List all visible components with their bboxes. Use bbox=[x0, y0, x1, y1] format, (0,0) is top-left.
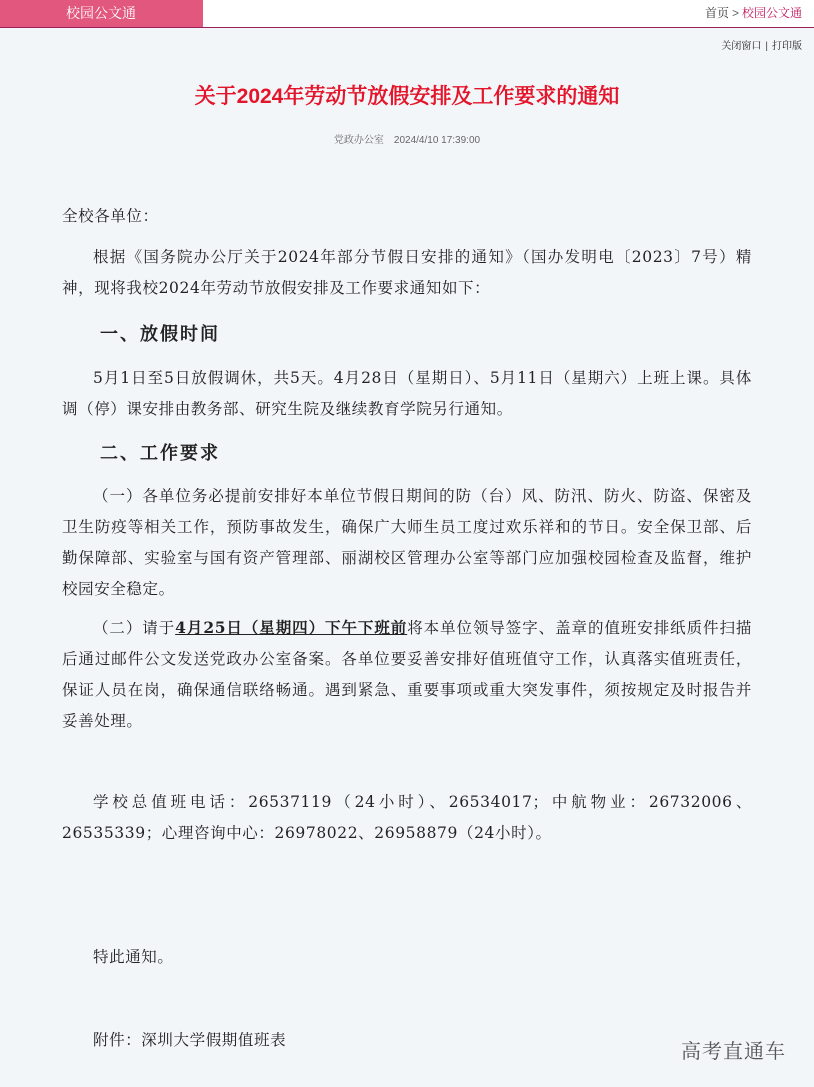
notice-meta bbox=[0, 131, 814, 146]
top-bar bbox=[0, 0, 814, 28]
breadcrumb bbox=[705, 0, 802, 27]
hotline-paragraph: 学校总值班电话：26537119（24小时）、26534017；中航物业：26732006、26535339；心理咨询中心：26978022、26958879（24小时）。 bbox=[62, 793, 752, 842]
page-toolbar bbox=[721, 37, 802, 52]
publish-datetime: 2024/4/10 17:39:00 bbox=[393, 135, 481, 146]
item2-prefix: （二）请于 bbox=[93, 619, 176, 637]
requirement-item-1: （一）各单位务必提前安排好本单位节假日期间的防（台）风、防汛、防火、防盗、保密及卫生防疫等相关工作，预防事故发生，确保广大师生员工度过欢乐祥和的节日。安全保卫部、后勤保障部、实验室与国有资产管理部、丽湖校区管理办公室等部门应加强校园检查及监督，维护校园安全稳定。 bbox=[62, 487, 752, 598]
attachment-line[interactable]: 附件：深圳大学假期值班表 bbox=[93, 1031, 287, 1049]
item2-deadline: 4月25日（星期四）下午下班前 bbox=[175, 618, 408, 637]
requirement-item-2 bbox=[62, 612, 752, 737]
breadcrumb-separator: > bbox=[731, 6, 739, 20]
closing-line: 特此通知。 bbox=[93, 948, 174, 966]
breadcrumb-home-link[interactable]: 首页 bbox=[704, 6, 729, 20]
close-window-link[interactable]: 关闭窗口 bbox=[721, 41, 762, 52]
breadcrumb-current-link[interactable]: 校园公文通 bbox=[741, 6, 802, 20]
brand-tab[interactable]: 校园公文通 bbox=[0, 0, 203, 27]
section1-paragraph: 5月1日至5日放假调休，共5天。4月28日（星期日）、5月11日（星期六）上班上课。具体调（停）课安排由教务部、研究生院及继续教育学院另行通知。 bbox=[62, 369, 752, 418]
section2-heading: 二、工作要求 bbox=[100, 443, 220, 464]
item2-suffix: 将本单位领导签字、盖章的值班安排纸质件扫描后通过邮件公文发送党政办公室备案。各单位要妥善安排好值班值守工作，认真落实值班责任，保证人员在岗，确保通信联络畅通。遇到紧急、重要事项或重大突发事件，须按规定及时报告并妥善处理。 bbox=[62, 619, 752, 730]
watermark-text: 高考直通车 bbox=[681, 1041, 786, 1063]
print-version-link[interactable]: 打印版 bbox=[772, 41, 802, 52]
page-title: 关于2024年劳动节放假安排及工作要求的通知 bbox=[194, 85, 620, 108]
section1-heading: 一、放假时间 bbox=[100, 324, 220, 345]
salutation: 全校各单位： bbox=[62, 207, 159, 225]
author-label: 党政办公室 bbox=[333, 135, 384, 146]
intro-paragraph: 根据《国务院办公厅关于2024年部分节假日安排的通知》（国办发明电〔2023〕7号）精神，现将我校2024年劳动节放假安排及工作要求通知如下： bbox=[62, 248, 752, 297]
toolbar-divider: | bbox=[765, 41, 768, 52]
